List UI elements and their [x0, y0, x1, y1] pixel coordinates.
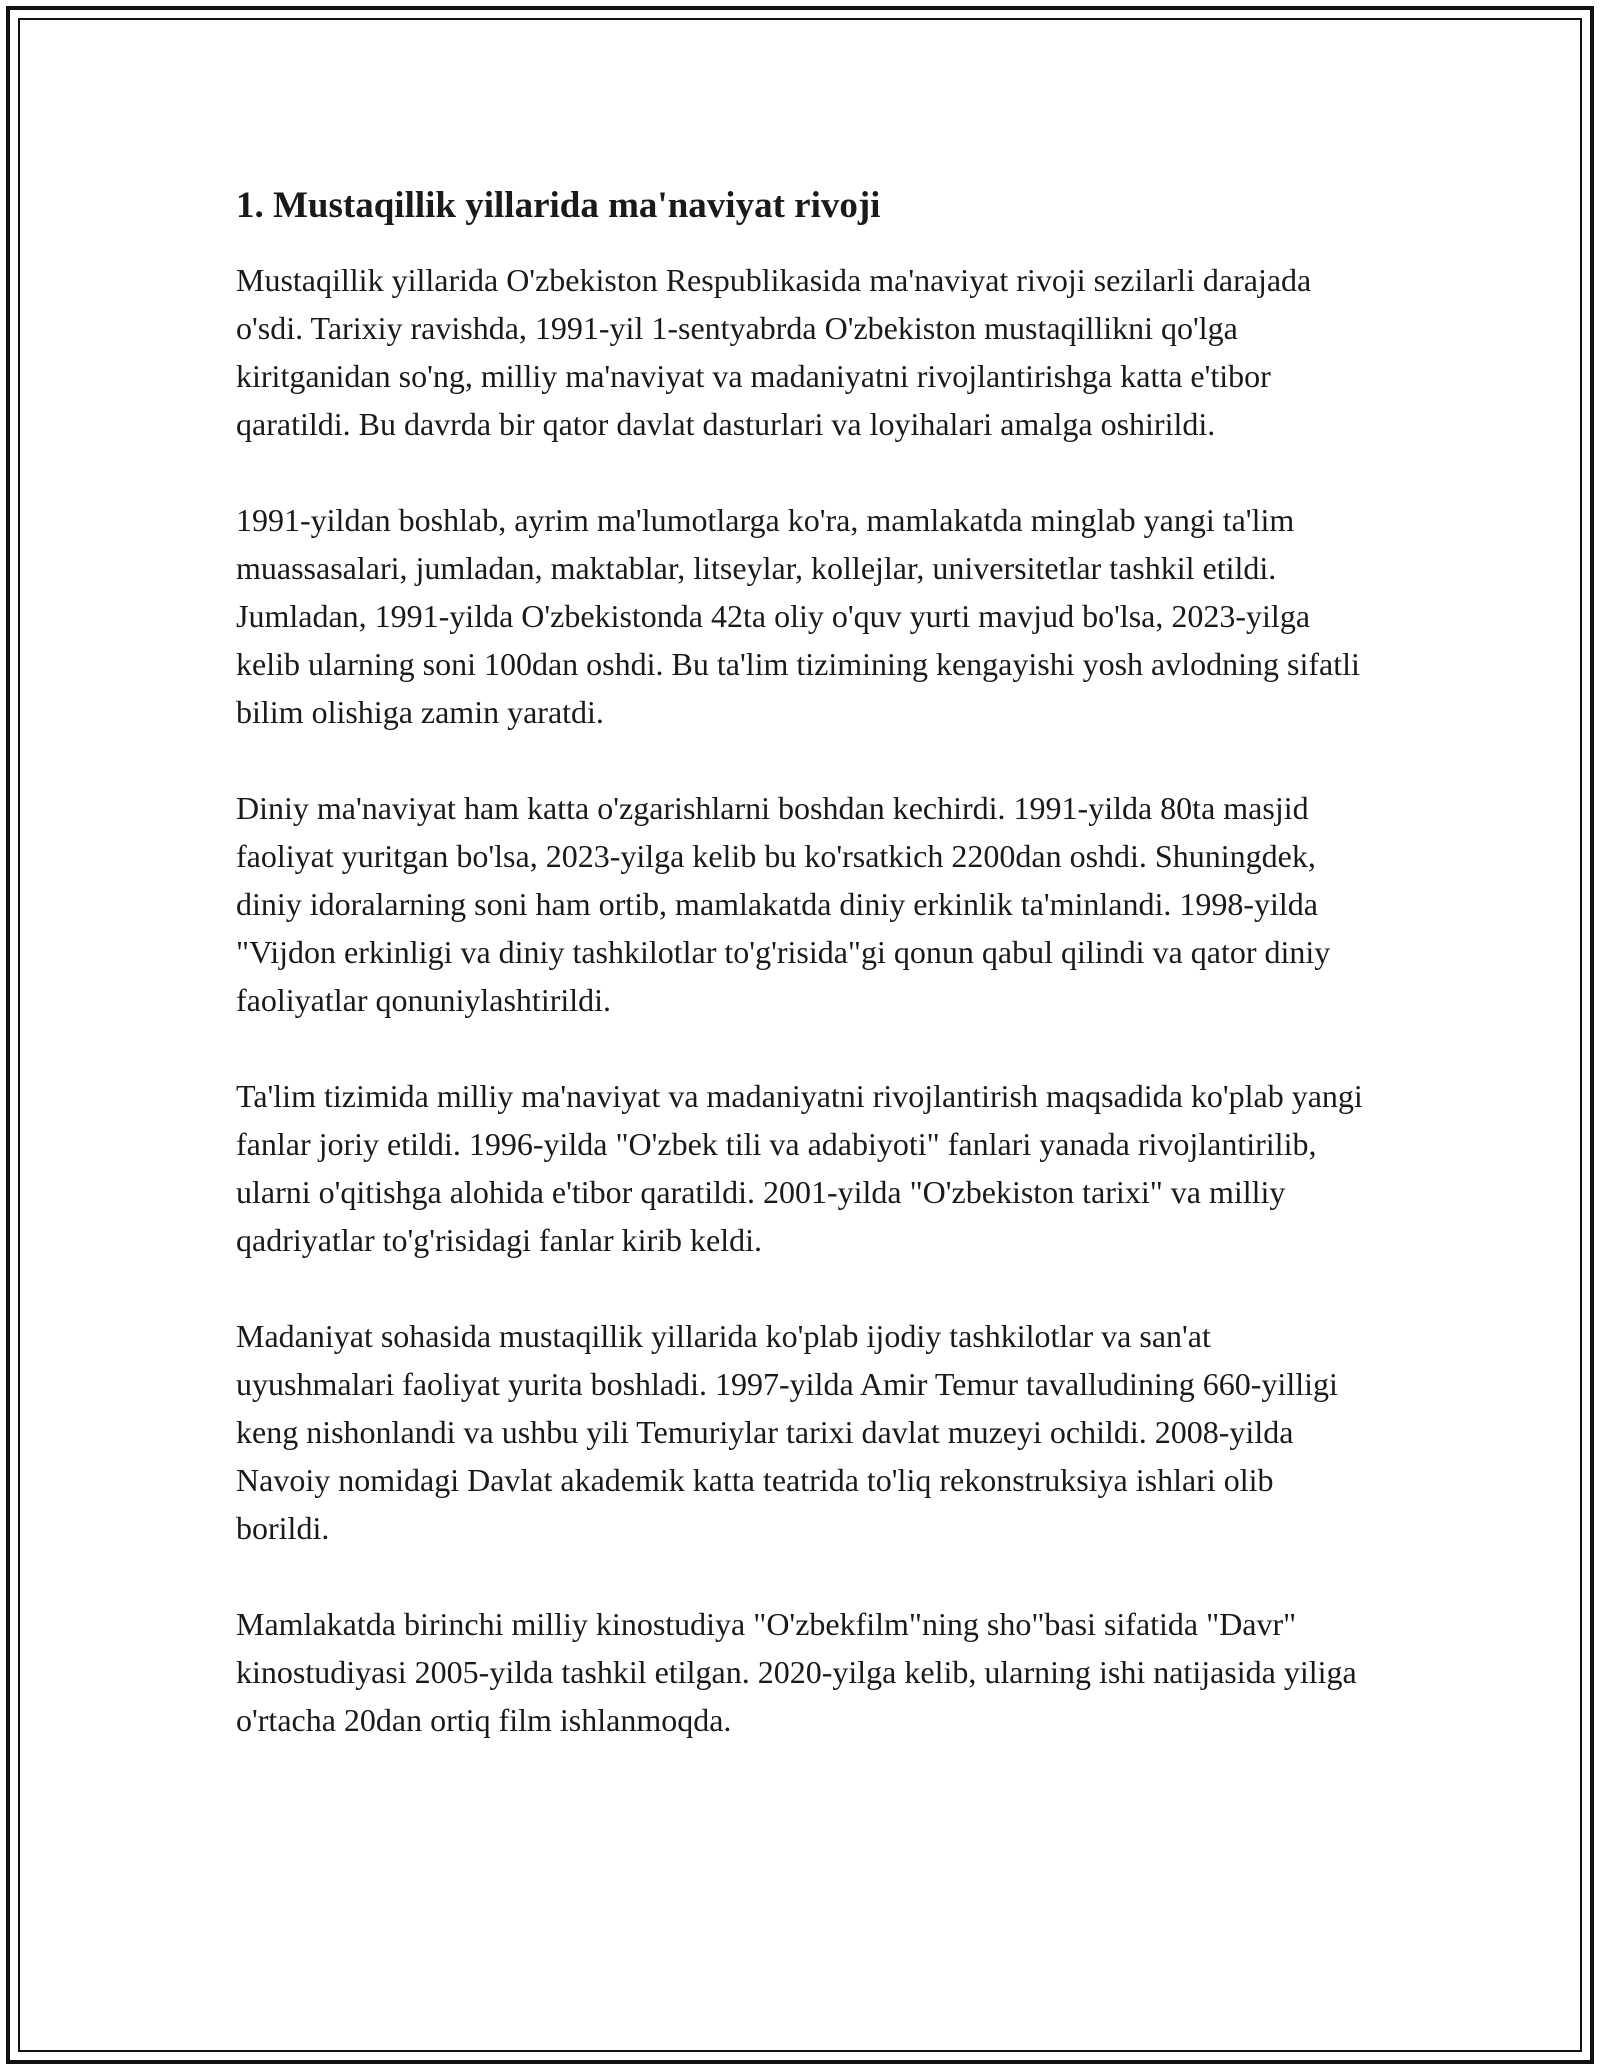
- paragraph: Diniy ma'naviyat ham katta o'zgarishlarni boshdan kechirdi. 1991-yilda 80ta masjid faoliyat yuritgan bo'lsa, 2023-yilga kelib bu ko'rsatkich 2200dan oshdi. Shuningdek, diniy idoralarning soni ham ortib, mamlakatda diniy erkinlik ta'minlandi. 1998-yilda "Vijdon erkinligi va diniy tashkilotlar to'g'risida"gi qonun qabul qilindi va qator diniy faoliyatlar qonuniylashtirildi.: [236, 790, 1331, 1019]
- paragraph: Ta'lim tizimida milliy ma'naviyat va madaniyatni rivojlantirish maqsadida ko'plab yangi fanlar joriy etildi. 1996-yilda "O'zbek tili va adabiyoti" fanlari yanada rivojlantirilib, ularni o'qitishga alohida e'tibor qaratildi. 2001-yilda "O'zbekiston tarixi" va milliy qadriyatlar to'g'risidagi fanlar kirib keldi.: [236, 1078, 1363, 1259]
- document-body: [236, 182, 1366, 1792]
- paragraph: 1991-yildan boshlab, ayrim ma'lumotlarga ko'ra, mamlakatda minglab yangi ta'lim muassasalari, jumladan, maktablar, litseylar, kollejlar, universitetlar tashkil etildi. Jumladan, 1991-yilda O'zbekistonda 42ta oliy o'quv yurti mavjud bo'lsa, 2023-yilga kelib ularning soni 100dan oshdi. Bu ta'lim tizimining kengayishi yosh avlodning sifatli bilim olishiga zamin yaratdi.: [236, 502, 1360, 731]
- paragraph: Madaniyat sohasida mustaqillik yillarida ko'plab ijodiy tashkilotlar va san'at uyushmalari faoliyat yurita boshladi. 1997-yilda Amir Temur tavalludining 660-yilligi keng nishonlandi va ushbu yili Temuriylar tarixi davlat muzeyi ochildi. 2008-yilda Navoiy nomidagi Davlat akademik katta teatrida to'liq rekonstruksiya ishlari olib borildi.: [236, 1318, 1338, 1547]
- paragraph: Mamlakatda birinchi milliy kinostudiya "O'zbekfilm"ning sho"basi sifatida "Davr" kinostudiyasi 2005-yilda tashkil etilgan. 2020-yilga kelib, ularning ishi natijasida yiliga o'rtacha 20dan ortiq film ishlanmoqda.: [236, 1606, 1357, 1739]
- section-heading: 1. Mustaqillik yillarida ma'naviyat rivoji: [236, 185, 881, 226]
- paragraph: Mustaqillik yillarida O'zbekiston Respublikasida ma'naviyat rivoji sezilarli darajada o'sdi. Tarixiy ravishda, 1991-yil 1-sentyabrda O'zbekiston mustaqillikni qo'lga kiritganidan so'ng, milliy ma'naviyat va madaniyatni rivojlantirishga katta e'tibor qaratildi. Bu davrda bir qator davlat dasturlari va loyihalari amalga oshirildi.: [236, 262, 1312, 443]
